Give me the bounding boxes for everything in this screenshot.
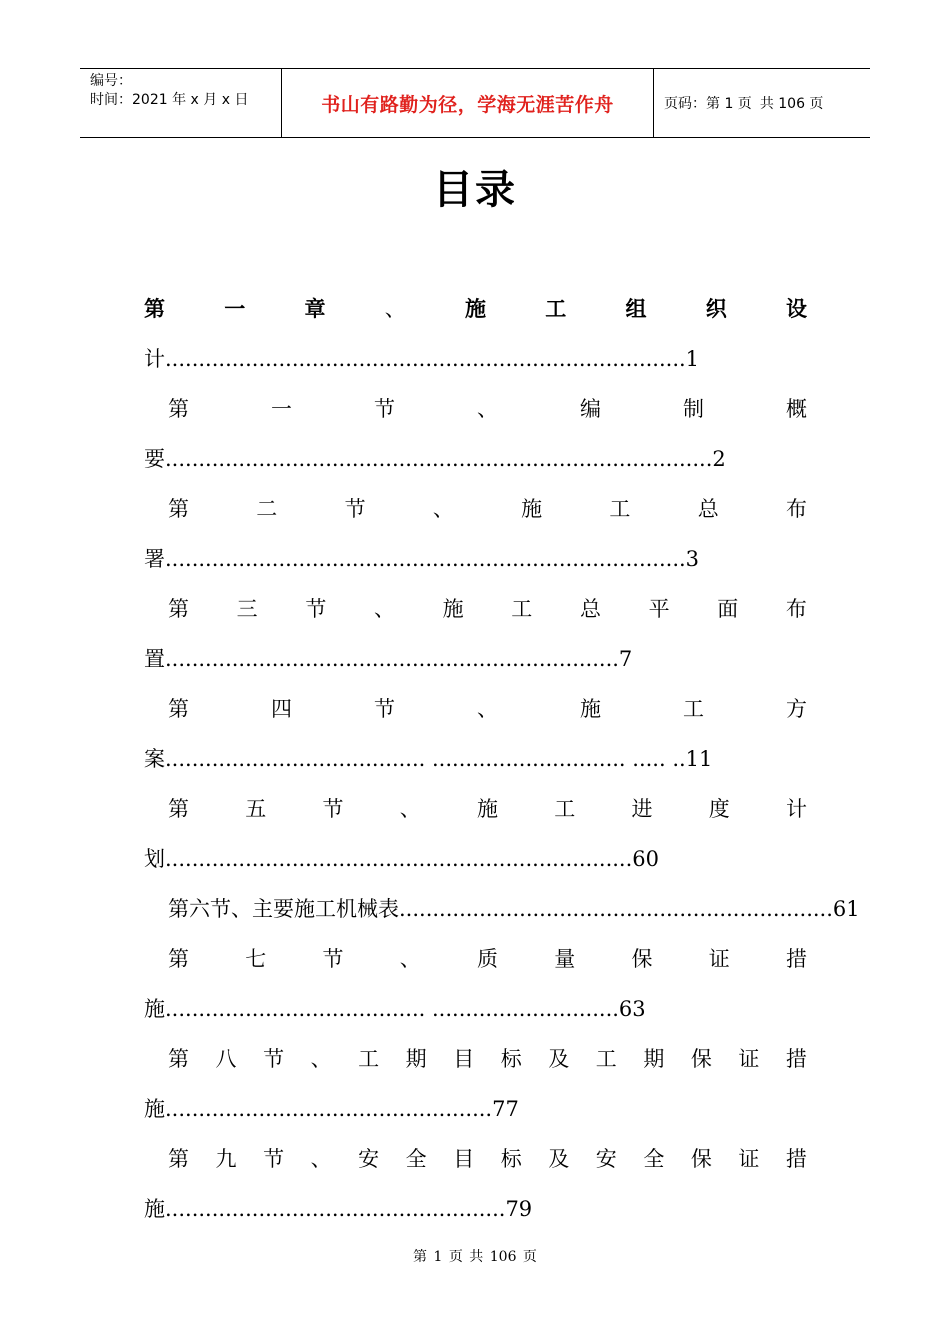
toc-heading-char: 章 — [304, 297, 326, 321]
toc-heading-char: 节 — [322, 797, 344, 821]
number-label: 编号： — [90, 73, 132, 89]
toc-heading-char: 、 — [373, 597, 395, 621]
toc-heading-char: 总 — [697, 497, 719, 521]
toc-heading-char: 、 — [384, 297, 406, 321]
toc-heading-char: 布 — [785, 597, 807, 621]
toc-section-3-cont[interactable]: 置....................................................................7 — [144, 647, 633, 671]
toc-heading-char: 及 — [548, 1147, 570, 1171]
toc-heading-char: 、 — [310, 1047, 332, 1071]
toc-heading-char: 第 — [168, 1047, 189, 1071]
toc-heading-char: 概 — [786, 397, 807, 421]
toc-heading-char: 期 — [643, 1047, 665, 1071]
toc-heading-char: 工 — [545, 297, 567, 321]
toc-heading-char: 保 — [631, 947, 653, 971]
toc-heading-char: 全 — [643, 1147, 665, 1171]
table-of-contents — [144, 288, 860, 1238]
toc-heading-char: 施 — [442, 597, 464, 621]
toc-heading-char: 第 — [168, 597, 189, 621]
toc-section-5-cont[interactable]: 划......................................................................60 — [144, 847, 659, 871]
toc-heading-char: 平 — [648, 597, 670, 621]
toc-heading-char: 第 — [168, 397, 189, 421]
toc-heading-char: 方 — [786, 697, 807, 721]
toc-heading-char: 一 — [224, 297, 246, 321]
toc-heading-char: 目 — [453, 1147, 475, 1171]
toc-heading-char: 、 — [477, 697, 498, 721]
toc-section-2[interactable] — [144, 488, 807, 538]
toc-heading-char: 目 — [453, 1047, 475, 1071]
toc-heading-char: 七 — [245, 947, 267, 971]
toc-heading-char: 制 — [683, 397, 704, 421]
toc-heading-char: 三 — [236, 597, 258, 621]
toc-heading-char: 施 — [521, 497, 543, 521]
toc-heading-char: 节 — [263, 1147, 285, 1171]
toc-heading-char: 织 — [705, 297, 727, 321]
toc-heading-char: 量 — [554, 947, 576, 971]
toc-heading-char: 质 — [477, 947, 498, 971]
toc-heading-char: 八 — [215, 1047, 237, 1071]
toc-heading-char: 编 — [580, 397, 601, 421]
toc-heading-char: 工 — [358, 1047, 380, 1071]
toc-heading-char: 五 — [245, 797, 267, 821]
toc-heading-char: 总 — [579, 597, 601, 621]
toc-section-8[interactable] — [144, 1038, 807, 1088]
toc-heading-char: 、 — [399, 797, 421, 821]
toc-heading-char: 节 — [263, 1047, 285, 1071]
toc-heading-char: 计 — [786, 797, 807, 821]
toc-heading-char: 节 — [322, 947, 344, 971]
toc-section-9-cont[interactable]: 施...................................................79 — [144, 1197, 533, 1221]
toc-section-6[interactable]: 第六节、主要施工机械表.................................................................61 — [168, 897, 860, 921]
toc-section-8-cont[interactable]: 施.................................................77 — [144, 1097, 519, 1121]
toc-heading-char: 施 — [580, 697, 601, 721]
toc-heading-char: 第 — [168, 947, 189, 971]
toc-heading-char: 、 — [432, 497, 454, 521]
toc-heading-char: 施 — [477, 797, 498, 821]
toc-heading-char: 、 — [477, 397, 498, 421]
toc-section-3[interactable] — [144, 588, 807, 638]
toc-heading-char: 期 — [405, 1047, 427, 1071]
toc-heading-char: 度 — [708, 797, 730, 821]
toc-heading-char: 第 — [168, 497, 189, 521]
toc-heading-char: 措 — [786, 947, 807, 971]
toc-heading-char: 设 — [786, 297, 807, 321]
toc-heading-char: 一 — [271, 397, 292, 421]
toc-heading-char: 措 — [785, 1047, 807, 1071]
toc-heading-char: 布 — [785, 497, 807, 521]
toc-heading-char: 安 — [358, 1147, 380, 1171]
toc-heading-char: 工 — [609, 497, 631, 521]
toc-heading-char: 第 — [168, 1147, 189, 1171]
toc-heading-char: 、 — [399, 947, 421, 971]
toc-section-1-cont[interactable]: 要..................................................................................2 — [144, 447, 726, 471]
toc-heading-char: 措 — [785, 1147, 807, 1171]
toc-section-4[interactable] — [144, 688, 807, 738]
toc-heading-char: 安 — [595, 1147, 617, 1171]
toc-heading-char: 第 — [168, 797, 189, 821]
toc-chapter-1[interactable] — [144, 288, 807, 338]
toc-heading-char: 进 — [631, 797, 653, 821]
toc-heading-char: 保 — [690, 1147, 712, 1171]
toc-section-7[interactable] — [144, 938, 807, 988]
toc-heading-char: 节 — [374, 697, 395, 721]
page-header — [80, 68, 870, 138]
toc-section-9[interactable] — [144, 1138, 807, 1188]
toc-heading-char: 第 — [144, 297, 165, 321]
toc-heading-char: 节 — [305, 597, 327, 621]
toc-heading-char: 证 — [738, 1147, 760, 1171]
header-motto: 书山有路勤为径，学海无涯苦作舟 — [282, 69, 654, 137]
page-footer: 第 1 页 共 106 页 — [413, 1249, 537, 1265]
toc-heading-char: 工 — [554, 797, 576, 821]
header-page-info — [654, 69, 870, 137]
page-title: 目录 — [433, 167, 517, 213]
toc-section-2-cont[interactable]: 署..............................................................................3 — [144, 547, 700, 571]
toc-section-7-cont[interactable]: 施....................................... ............................63 — [144, 997, 646, 1021]
toc-heading-char: 工 — [595, 1047, 617, 1071]
toc-heading-char: 面 — [717, 597, 739, 621]
toc-heading-char: 、 — [310, 1147, 332, 1171]
toc-heading-char: 四 — [271, 697, 292, 721]
toc-heading-char: 节 — [374, 397, 395, 421]
toc-heading-char: 施 — [465, 297, 486, 321]
toc-section-4-cont[interactable]: 案....................................... ............................. ..... ..11 — [144, 747, 713, 771]
toc-heading-char: 全 — [405, 1147, 427, 1171]
page-number: 页码：第 1 页 — [664, 96, 752, 112]
page-total: 共 106 页 — [759, 96, 824, 112]
toc-heading-char: 证 — [708, 947, 730, 971]
toc-heading-char: 节 — [344, 497, 366, 521]
toc-heading-char: 证 — [738, 1047, 760, 1071]
toc-heading-char: 标 — [500, 1047, 522, 1071]
toc-heading-char: 第 — [168, 697, 189, 721]
toc-section-5[interactable] — [144, 788, 807, 838]
toc-heading-char: 标 — [500, 1147, 522, 1171]
toc-heading-char: 保 — [690, 1047, 712, 1071]
toc-section-1[interactable] — [144, 388, 807, 438]
date-label: 时间：2021 年 x 月 x 日 — [90, 92, 249, 108]
toc-heading-char: 组 — [625, 297, 647, 321]
toc-heading-char: 工 — [511, 597, 533, 621]
toc-heading-char: 二 — [256, 497, 278, 521]
toc-chapter-1-cont[interactable]: 计..............................................................................1 — [144, 347, 700, 371]
toc-heading-char: 九 — [215, 1147, 237, 1171]
toc-heading-char: 及 — [548, 1047, 570, 1071]
toc-heading-char: 工 — [683, 697, 704, 721]
header-meta — [80, 69, 282, 137]
